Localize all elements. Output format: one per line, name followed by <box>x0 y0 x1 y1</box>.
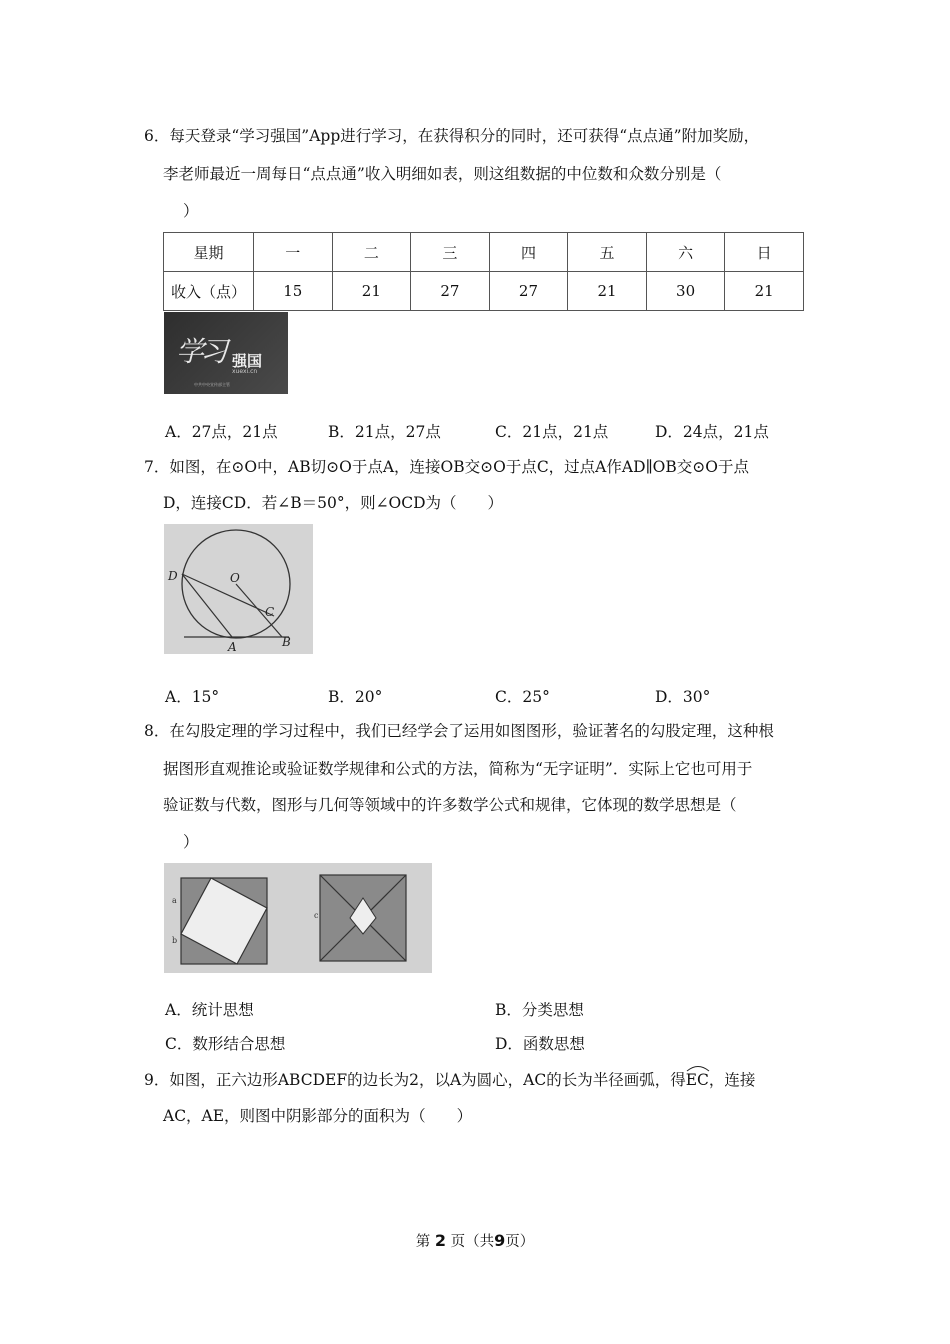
table-cell: 21 <box>332 272 411 311</box>
table-cell: 30 <box>646 272 725 311</box>
q7-option-b: B．20° <box>328 688 383 706</box>
q8-option-d: D．函数思想 <box>495 1035 585 1053</box>
q8-option-b: B．分类思想 <box>495 1001 584 1019</box>
fig7-label-d: D <box>168 569 178 583</box>
q6-option-a: A．27点，21点 <box>165 423 278 441</box>
arc-mark-icon <box>686 1064 710 1072</box>
q8-line-1: 8．在勾股定理的学习过程中，我们已经学会了运用如图图形，验证著名的勾股定理，这种根 <box>144 722 774 740</box>
fig7-label-c: C <box>265 605 275 619</box>
footer-total-pages: 9 <box>494 1231 506 1250</box>
logo-url: xuexi.cn <box>232 368 258 375</box>
q6-line-3: ） <box>183 202 199 220</box>
q7-option-c: C．25° <box>495 688 550 706</box>
q7-line-1: 7．如图，在⊙O中，AB切⊙O于点A，连接OB交⊙O于点C，过点A作AD∥OB交⊙O于点 <box>144 458 749 476</box>
q8-option-c: C．数形结合思想 <box>165 1035 286 1053</box>
table-row <box>164 272 804 311</box>
page-footer <box>0 1230 950 1251</box>
footer-middle: 页（共 <box>450 1234 495 1250</box>
q6-option-c: C．21点，21点 <box>495 423 609 441</box>
table-cell: 日 <box>725 233 804 272</box>
table-cell: 一 <box>254 233 333 272</box>
table-cell: 27 <box>411 272 490 311</box>
q7-line-2: D，连接CD．若∠B＝50°，则∠OCD为（ ） <box>163 494 504 512</box>
fig7-label-a: A <box>228 640 237 654</box>
table-cell: 四 <box>489 233 568 272</box>
xuexi-logo-image <box>164 312 288 394</box>
q8-option-a: A．统计思想 <box>165 1001 254 1019</box>
logo-tagline: 中共中央宣传部主管 <box>194 382 230 387</box>
fig8-label-a: a <box>172 896 177 905</box>
q8-line-2: 据图形直观推论或验证数学规律和公式的方法，简称为“无字证明”．实际上它也可用于 <box>163 760 753 778</box>
logo-side-text: 强国 <box>232 352 263 370</box>
q7-option-d: D．30° <box>655 688 711 706</box>
q9-line-2: AC，AE，则图中阴影部分的面积为（ ） <box>163 1107 473 1125</box>
q8-line-4: ） <box>183 833 199 851</box>
q9-line-1-start: 9．如图，正六边形ABCDEF的边长为2，以A为圆心，AC的长为半径画弧，得 <box>144 1071 686 1089</box>
logo-main-text: 学习 <box>176 335 225 368</box>
circle-tangent-figure <box>164 524 313 654</box>
q6-option-d: D．24点，21点 <box>655 423 769 441</box>
q9-line-1 <box>144 1068 755 1090</box>
table-cell: 21 <box>725 272 804 311</box>
q6-line-1: 6．每天登录“学习强国”App进行学习，在获得积分的同时，还可获得“点点通”附加奖励， <box>144 127 760 145</box>
table-cell: 三 <box>411 233 490 272</box>
table-cell: 15 <box>254 272 333 311</box>
q7-option-a: A．15° <box>165 688 220 706</box>
table-cell: 星期 <box>164 233 254 272</box>
table-cell: 27 <box>489 272 568 311</box>
income-table <box>163 232 804 311</box>
fig7-label-o: O <box>230 571 240 585</box>
q6-option-b: B．21点，27点 <box>328 423 441 441</box>
table-cell: 二 <box>332 233 411 272</box>
q6-line-2: 李老师最近一周每日“点点通”收入明细如表，则这组数据的中位数和众数分别是（ <box>163 165 722 183</box>
pythagorean-proof-figure <box>164 863 432 973</box>
fig8-label-c: c <box>314 911 319 920</box>
footer-suffix: 页） <box>505 1234 535 1250</box>
fig7-label-b: B <box>282 635 291 649</box>
table-cell: 收入（点） <box>164 272 254 311</box>
fig8-label-b: b <box>172 936 178 945</box>
q8-line-3: 验证数与代数，图形与几何等领域中的许多数学公式和规律，它体现的数学思想是（ <box>163 796 737 814</box>
arc-ec: EC <box>686 1068 709 1090</box>
footer-prefix: 第 <box>415 1234 431 1250</box>
table-cell: 六 <box>646 233 725 272</box>
table-row <box>164 233 804 272</box>
table-cell: 五 <box>568 233 647 272</box>
q9-line-1-end: ，连接 <box>708 1071 756 1089</box>
table-cell: 21 <box>568 272 647 311</box>
footer-page-number: 2 <box>434 1231 446 1250</box>
